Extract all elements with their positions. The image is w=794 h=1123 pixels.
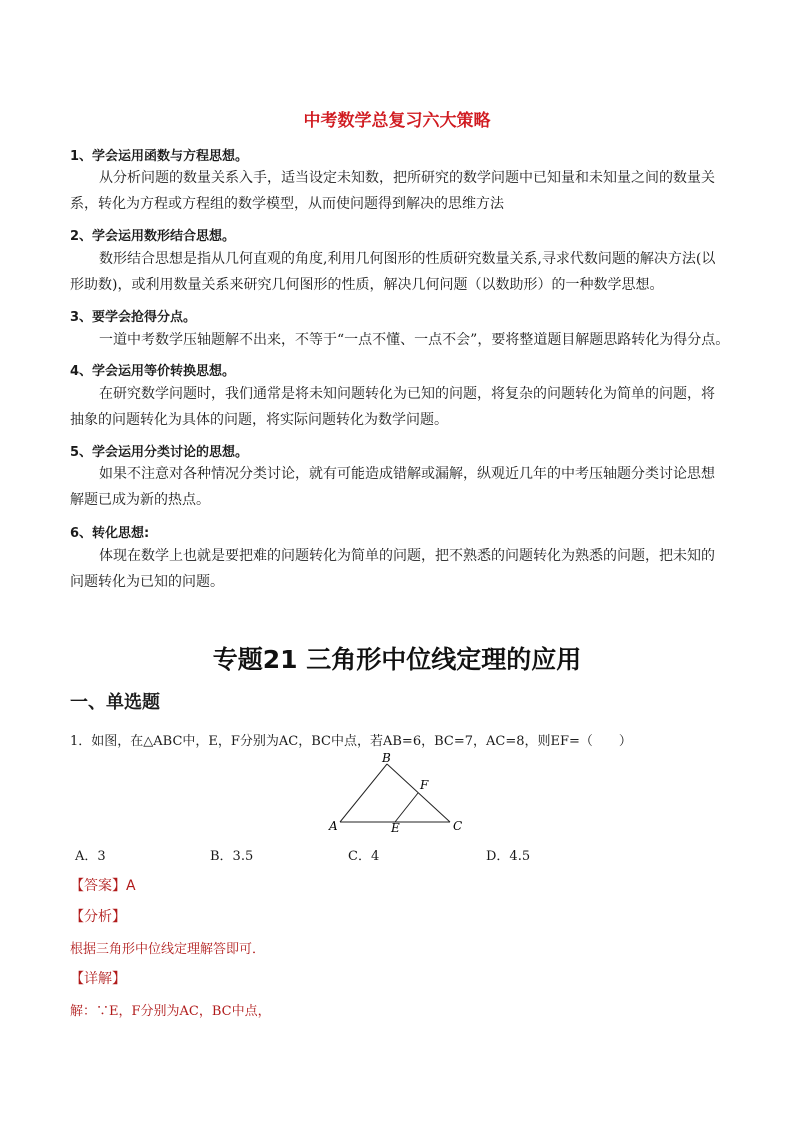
strategy-body-4 — [70, 381, 730, 433]
strategy-body-1-line1: 从分析问题的数量关系入手，适当设定未知数，把所研究的数学问题中已知量和未知量之间的数量关 — [99, 170, 715, 186]
label-e: E — [391, 821, 400, 835]
label-f: F — [420, 778, 429, 792]
strategy-body-3 — [70, 327, 730, 353]
strategy-body-4-line2: 抽象的问题转化为具体的问题，将实际问题转化为数学问题。 — [70, 412, 448, 428]
midline-ef — [395, 793, 418, 822]
question-number: 1． — [70, 734, 92, 749]
strategy-heading-6: 6、转化思想: — [70, 526, 150, 541]
label-a: A — [329, 819, 338, 833]
strategy-heading-3: 3、要学会抢得分点。 — [70, 310, 197, 325]
strategy-body-2-line2: 形助数)，或利用数量关系来研究几何图形的性质，解决几何问题（以数助形）的一种数学思想。 — [70, 277, 664, 293]
strategy-heading-5: 5、学会运用分类讨论的思想。 — [70, 445, 249, 460]
strategy-body-4-line1: 在研究数学问题时，我们通常是将未知问题转化为已知的问题，将复杂的问题转化为简单的问题，将 — [99, 386, 715, 402]
label-b: B — [382, 752, 391, 765]
strategy-body-5 — [70, 461, 730, 513]
side-ab — [340, 764, 387, 822]
strategy-body-2-line1: 数形结合思想是指从几何直观的角度,利用几何图形的性质研究数量关系,寻求代数问题的解决方法(以 — [99, 251, 716, 267]
strategy-heading-2: 2、学会运用数形结合思想。 — [70, 229, 236, 244]
strategy-body-6-line1: 体现在数学上也就是要把难的问题转化为简单的问题，把不熟悉的问题转化为熟悉的问题，把未知的 — [99, 548, 715, 564]
detail-text: 解：∵E，F分别为AC，BC中点， — [70, 1004, 271, 1019]
option-c: C．4 — [348, 849, 380, 864]
label-c: C — [453, 819, 463, 833]
detail-label: 【详解】 — [70, 971, 126, 987]
option-a: A．3 — [75, 849, 106, 864]
strategy-body-3-line1: 一道中考数学压轴题解不出来，不等于“一点不懂、一点不会”，要将整道题目解题思路转化为得分点。 — [99, 332, 730, 348]
strategy-body-1 — [70, 165, 730, 217]
question-stem: 如图，在△ABC中，E，F分别为AC，BC中点，若AB=6，BC=7，AC=8，则EF=（ ） — [91, 734, 632, 749]
strategy-body-6-line2: 问题转化为已知的问题。 — [70, 574, 224, 590]
question-1 — [70, 730, 632, 749]
strategy-body-1-line2: 系，转化为方程或方程组的数学模型，从而使问题得到解决的思维方法 — [70, 196, 504, 212]
section-heading: 一、单选题 — [70, 692, 160, 713]
topic-title: 专题21 三角形中位线定理的应用 — [212, 645, 582, 674]
strategy-body-6 — [70, 543, 730, 595]
strategy-body-5-line2: 解题已成为新的热点。 — [70, 492, 210, 508]
strategy-heading-1: 1、学会运用函数与方程思想。 — [70, 149, 249, 164]
strategy-body-2 — [70, 246, 730, 298]
side-bc — [387, 764, 450, 822]
strategy-body-5-line1: 如果不注意对各种情况分类讨论，就有可能造成错解或漏解，纵观近几年的中考压轴题分类讨论思想 — [99, 466, 715, 482]
option-d: D．4.5 — [486, 849, 531, 864]
strategies-title: 中考数学总复习六大策略 — [303, 111, 491, 131]
strategy-heading-4: 4、学会运用等价转换思想。 — [70, 364, 236, 379]
option-b: B．3.5 — [210, 849, 254, 864]
analysis-label: 【分析】 — [70, 909, 126, 925]
triangle-figure — [320, 752, 470, 836]
answer-label: 【答案】A — [70, 878, 136, 894]
analysis-text: 根据三角形中位线定理解答即可． — [70, 942, 266, 957]
